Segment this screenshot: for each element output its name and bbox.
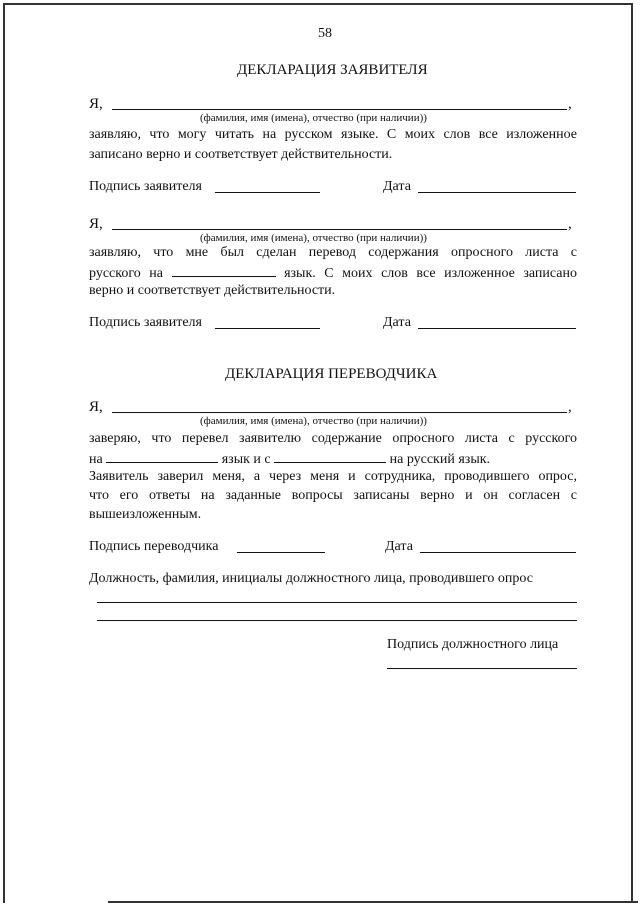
applicant-signature-field-1[interactable] — [215, 192, 320, 193]
translator-text2-part-b: язык и с — [221, 452, 271, 467]
translator-signature-label: Подпись переводчика — [89, 539, 219, 554]
translator-text2-part-a: на — [89, 452, 103, 467]
applicant-language-field[interactable] — [172, 264, 276, 277]
translator-i-label: Я, — [89, 399, 103, 415]
translator-name-field[interactable] — [112, 412, 567, 413]
translator-text-line4: что его ответы на заданные вопросы записаны верно и он согласен с — [89, 488, 577, 503]
translator-date-field[interactable] — [420, 552, 576, 553]
translator-language-from-field[interactable] — [106, 450, 218, 463]
translator-text-line2 — [89, 450, 490, 468]
applicant-comma-1: , — [568, 96, 572, 112]
official-position-field-1[interactable] — [97, 602, 577, 603]
applicant-text2-part-b: язык. С моих слов все изложенное записано — [284, 266, 578, 281]
applicant-text2-line1: заявляю, что мне был сделан перевод содержания опросного листа с — [89, 245, 577, 260]
applicant-i-label-2: Я, — [89, 216, 103, 232]
translator-date-label: Дата — [385, 539, 413, 554]
applicant-name-field-1[interactable] — [112, 109, 567, 110]
translator-language-to-field[interactable] — [274, 450, 386, 463]
official-position-label: Должность, фамилия, инициалы должностного лица, проводившего опрос — [89, 571, 533, 586]
applicant-signature-field-2[interactable] — [215, 328, 320, 329]
applicant-i-label: Я, — [89, 96, 103, 112]
translator-signature-field[interactable] — [237, 552, 325, 553]
applicant-name-hint-2: (фамилия, имя (имена), отчество (при наличии)) — [200, 232, 427, 244]
applicant-comma-2: , — [568, 216, 572, 232]
applicant-text1-line2: записано верно и соответствует действительности. — [89, 147, 393, 162]
official-position-field-2[interactable] — [97, 620, 577, 621]
applicant-signature-label-2: Подпись заявителя — [89, 315, 202, 330]
official-signature-field[interactable] — [387, 668, 577, 669]
applicant-date-field-2[interactable] — [418, 328, 576, 329]
applicant-text2-line3: верно и соответствует действительности. — [89, 283, 336, 298]
translator-declaration-title: ДЕКЛАРАЦИЯ ПЕРЕВОДЧИКА — [225, 366, 438, 382]
translator-text2-part-c: на русский язык. — [389, 452, 491, 467]
applicant-name-field-2[interactable] — [112, 229, 567, 230]
translator-text-line3: Заявитель заверил меня, а через меня и сотрудника, проводившего опрос, — [89, 469, 577, 484]
applicant-date-label-1: Дата — [383, 179, 411, 194]
official-signature-label: Подпись должностного лица — [387, 637, 559, 652]
page-number: 58 — [318, 26, 332, 41]
applicant-declaration-title: ДЕКЛАРАЦИЯ ЗАЯВИТЕЛЯ — [237, 62, 428, 78]
translator-text-line5: вышеизложенным. — [89, 507, 202, 522]
translator-name-hint: (фамилия, имя (имена), отчество (при наличии)) — [200, 415, 427, 427]
applicant-name-hint-1: (фамилия, имя (имена), отчество (при наличии)) — [200, 112, 427, 124]
applicant-date-field-1[interactable] — [418, 192, 576, 193]
applicant-signature-label-1: Подпись заявителя — [89, 179, 202, 194]
applicant-text2-part-a: русского на — [89, 266, 163, 281]
page-bottom-rule — [108, 901, 638, 903]
applicant-text1-line1: заявляю, что могу читать на русском языке. С моих слов все изложенное — [89, 127, 577, 142]
translator-comma: , — [568, 399, 572, 415]
applicant-date-label-2: Дата — [383, 315, 411, 330]
translator-text-line1: заверяю, что перевел заявителю содержание опросного листа с русского — [89, 431, 577, 446]
applicant-text2-line2 — [89, 264, 577, 282]
